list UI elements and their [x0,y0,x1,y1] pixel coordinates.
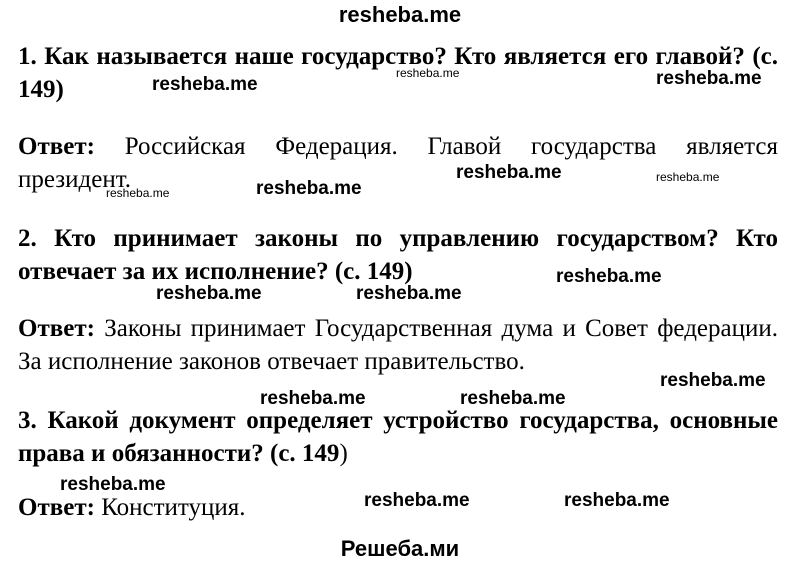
question-2 [18,222,778,288]
question-1-text: 1. Как называется наше государство? Кто является его главой? (с. 149) [18,43,778,103]
watermark: resheba.me [152,74,258,95]
question-3 [18,404,778,470]
watermark: resheba.me [460,388,566,409]
answer-3-label: Ответ: [18,494,95,521]
question-3-ref: (с. 149 [270,440,340,467]
watermark: resheba.me [60,474,166,495]
answer-1-label: Ответ: [18,133,95,160]
answer-1-text: Российская Федерация. Главой государства является президент. [18,133,779,193]
watermark: resheba.me [260,388,366,409]
watermark: resheba.me [106,186,170,200]
watermark: resheba.me [556,266,662,287]
watermark: resheba.me [364,490,470,511]
watermark: resheba.me [456,162,562,183]
watermark: resheba.me [656,170,720,184]
watermark: resheba.me [356,283,462,304]
answer-2 [18,312,778,378]
watermark: resheba.me [256,178,362,199]
answer-2-text: Законы принимает Государственная дума и Совет федерации. За исполнение законов отвечает правительство. [18,315,778,375]
watermark: resheba.me [396,66,460,80]
watermark: resheba.me [564,490,670,511]
answer-3-text: Конституция. [101,494,246,521]
header-watermark: resheba.me [338,2,462,27]
watermark: resheba.me [156,283,262,304]
question-3-ref-close: ) [339,440,348,467]
question-2-text: 2. Кто принимает законы по управлению государством? Кто отвечает за их исполнение? (с. 149) [18,225,778,285]
footer-watermark: Решеба.ми [340,536,460,561]
question-3-text: 3. Какой документ определяет устройство государства, основные права и обязанности? [18,407,778,467]
watermark: resheba.me [660,370,766,391]
answer-2-label: Ответ: [18,315,95,342]
watermark: resheba.me [656,68,762,89]
